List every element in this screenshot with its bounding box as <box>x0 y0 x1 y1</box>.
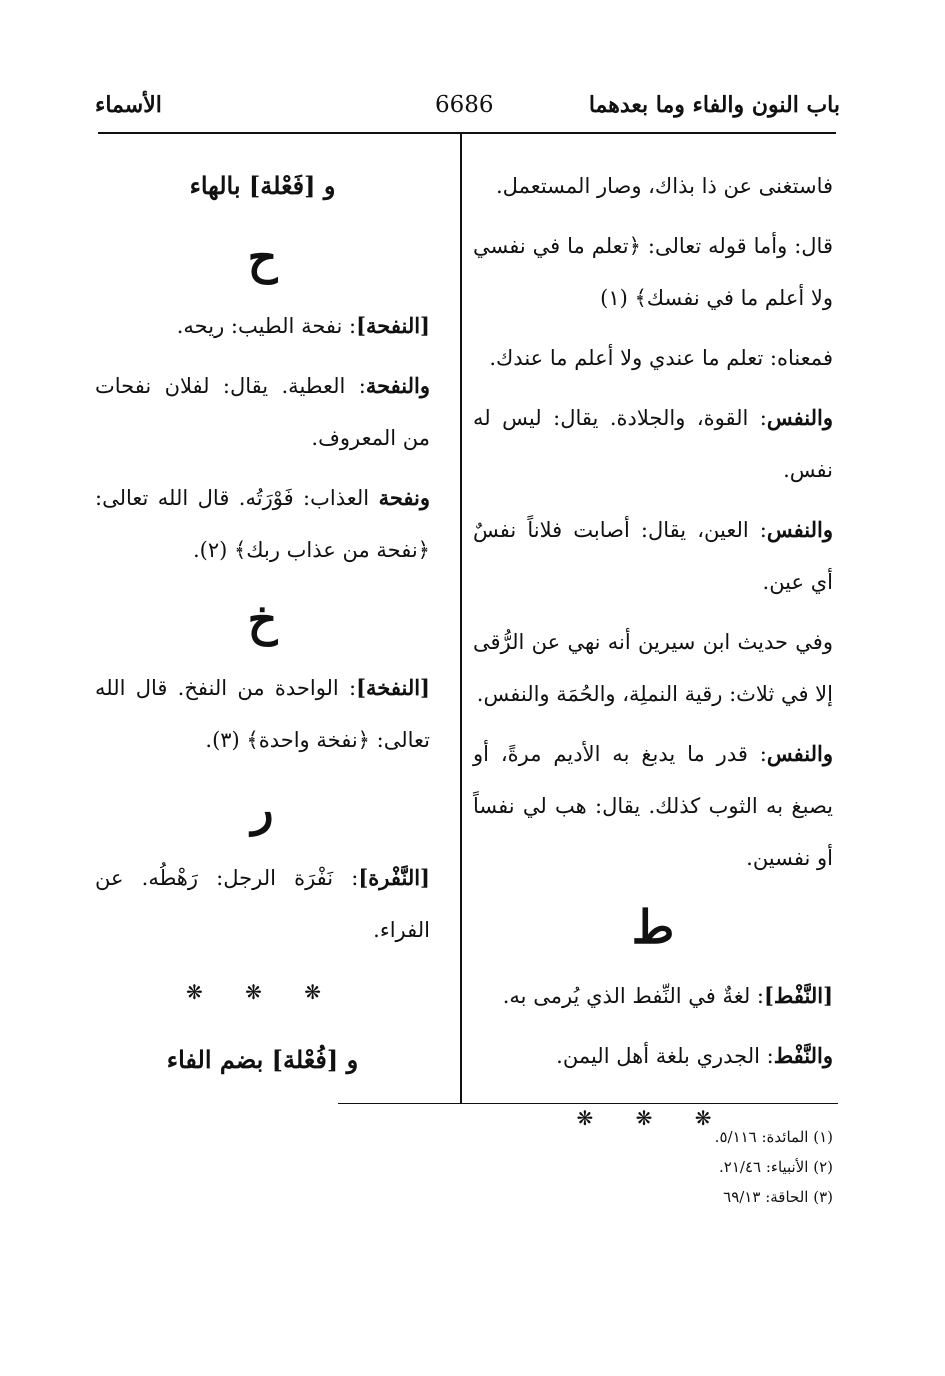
entry-term: [النفخة] <box>356 675 430 700</box>
entry <box>473 392 833 496</box>
footnote: (٢) الأنبياء: ٢١/٤٦. <box>719 1158 833 1176</box>
entry-term: [النفحة] <box>356 313 430 338</box>
entry-text: : العين، يقال: أصابت فلاناً نفسٌ أي عين. <box>473 518 833 594</box>
entry <box>473 728 833 884</box>
section-separator: ❋ ❋ ❋ <box>576 1106 730 1130</box>
entry <box>473 970 833 1022</box>
entry <box>473 1030 833 1082</box>
letter-heading: خ <box>247 592 278 646</box>
footnotes <box>333 1122 833 1212</box>
entry <box>95 852 430 956</box>
entry-term: والنفحة <box>365 373 430 398</box>
entry-term: والنَّفْط <box>773 1043 833 1068</box>
entry-term: ونفحة <box>378 485 430 510</box>
letter-heading: ط <box>631 900 675 954</box>
section-heading: و [فُعْلة] بضم الفاء <box>166 1045 359 1074</box>
footnote: (١) المائدة: ٥/١١٦. <box>714 1128 833 1146</box>
entry <box>95 662 430 766</box>
entry-term: والنفس <box>766 741 833 766</box>
paragraph: وفي حديث ابن سيرين أنه نهي عن الرُّقى إلا في ثلاث: رقية النملِة، والحُمَة والنفس. <box>473 630 833 706</box>
paragraph: فاستغنى عن ذا بذاك، وصار المستعمل. <box>495 174 833 198</box>
entry-text: : الجدري بلغة أهل اليمن. <box>556 1044 774 1068</box>
footnote-rule <box>338 1103 838 1104</box>
left-column <box>95 160 430 1096</box>
entry <box>95 300 430 352</box>
entry-text: : لغةٌ في النِّفط الذي يُرمى به. <box>502 984 764 1008</box>
right-column <box>473 160 833 1160</box>
entry-text: : العطية. يقال: لفلان نفحات من المعروف. <box>95 374 430 450</box>
entry-term: [النَّفْط] <box>764 983 833 1008</box>
entry-text: : الواحدة من النفخ. قال الله تعالى: ﴿نفخة واحدة﴾ (٣). <box>95 676 430 752</box>
entry-term: والنفس <box>766 405 833 430</box>
page-number: 6686 <box>435 92 494 118</box>
entry-term: والنفس <box>766 517 833 542</box>
paragraph: قال: وأما قوله تعالى: ﴿تعلم ما في نفسي ولا أعلم ما في نفسك﴾ (١) <box>473 234 833 310</box>
letter-heading: ر <box>251 782 274 836</box>
column-divider <box>460 134 462 1104</box>
section-heading: و [فَعْلة] بالهاء <box>189 171 336 200</box>
entry <box>95 472 430 576</box>
letter-heading: ح <box>247 230 278 284</box>
running-title: باب النون والفاء وما بعدهما <box>588 92 840 118</box>
page-header <box>95 92 840 130</box>
entry-text: : قدر ما يدبغ به الأديم مرةً، أو يصبغ به الثوب كذلك. يقال: هب لي نفساً أو نفسين. <box>473 742 833 870</box>
entry-text: : نَفْرَة الرجل: رَهْطُه. عن الفراء. <box>95 866 430 942</box>
entry-term: [النَّفْرة] <box>358 865 430 890</box>
section-title: الأسماء <box>95 92 162 118</box>
entry <box>473 504 833 608</box>
header-rule <box>98 132 836 134</box>
paragraph: فمعناه: تعلم ما عندي ولا أعلم ما عندك. <box>489 346 833 370</box>
entry-text: : القوة، والجلادة. يقال: ليس له نفس. <box>473 406 833 482</box>
section-separator: ❋ ❋ ❋ <box>186 980 339 1004</box>
footnote: (٣) الحاقة: ٦٩/١٣ <box>723 1188 833 1206</box>
entry-text: : نفحة الطيب: ريحه. <box>176 314 357 338</box>
entry-text: العذاب: فَوْرَتُه. قال الله تعالى: ﴿نفحة من عذاب ربك﴾ (٢). <box>95 486 430 562</box>
entry <box>95 360 430 464</box>
